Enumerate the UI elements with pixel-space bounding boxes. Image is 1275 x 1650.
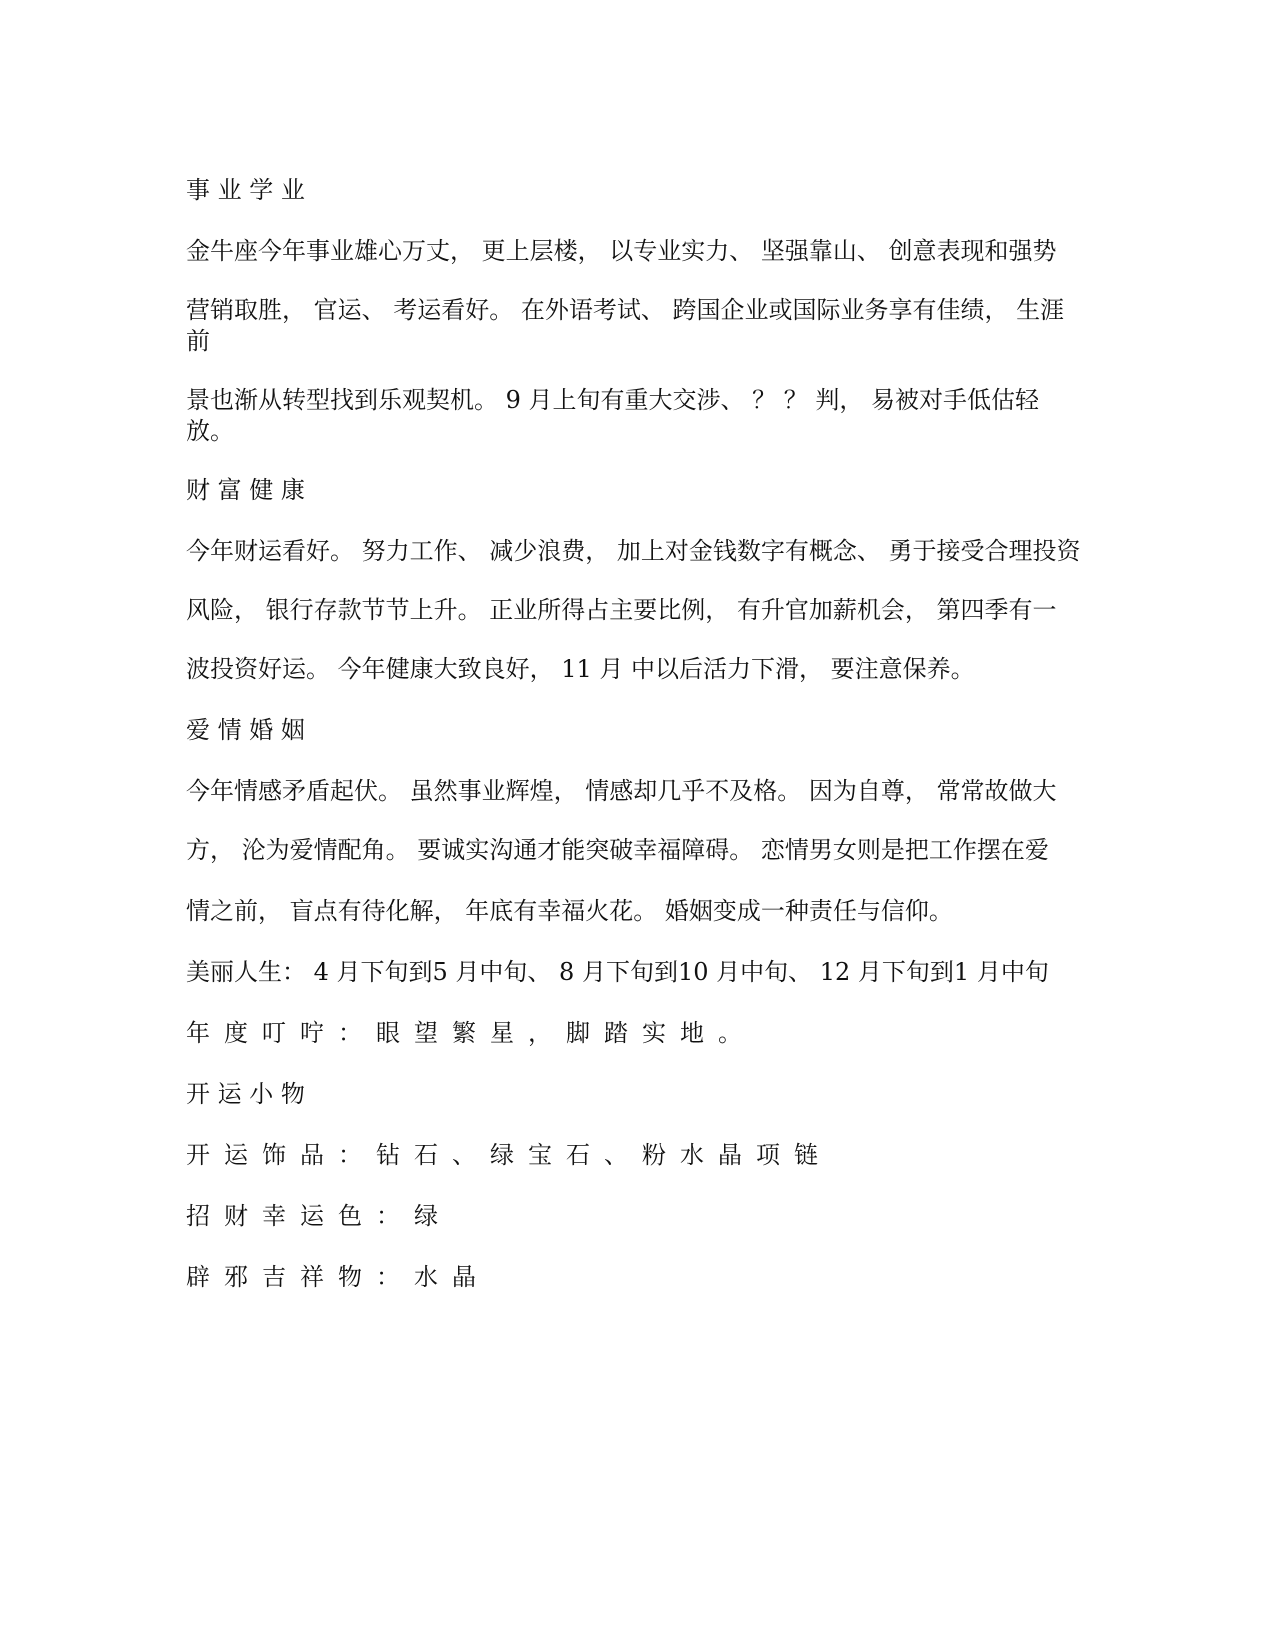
love-paragraph-1: 今年情感矛盾起伏。 虽然事业辉煌， 情感却几乎不及格。 因为自尊， 常常故做大 xyxy=(186,777,1057,805)
career-paragraph-3: 景也渐从转型找到乐观契机。 9 月上旬有重大交涉、 ？ ？ 判， 易被对手低估轻放。 xyxy=(186,386,1040,445)
lucky-color: 招财幸运色：绿 xyxy=(186,1202,452,1230)
horoscope-content xyxy=(186,175,1086,1323)
love-paragraph-3: 情之前， 盲点有待化解， 年底有幸福火花。 婚姻变成一种责任与信仰。 xyxy=(186,897,953,925)
career-paragraph-1: 金牛座今年事业雄心万丈， 更上层楼， 以专业实力、 坚强靠山、 创意表现和强势 xyxy=(186,237,1057,265)
lucky-charm: 辟邪吉祥物：水晶 xyxy=(186,1263,490,1291)
lucky-jewelry: 开运饰品：钻石、绿宝石、粉水晶项链 xyxy=(186,1141,832,1169)
wealth-heading: 财 富 健 康 xyxy=(186,476,305,504)
love-heading: 爱 情 婚 姻 xyxy=(186,716,305,744)
beautiful-life-periods: 美丽人生： 4 月下旬到5 月中旬、 8 月下旬到10 月中旬、 12 月下旬到1 月中旬 xyxy=(186,958,1049,986)
lucky-items-heading: 开 运 小 物 xyxy=(186,1080,305,1108)
wealth-paragraph-3: 波投资好运。 今年健康大致良好， 11 月 中以后活力下滑， 要注意保养。 xyxy=(186,655,975,683)
career-paragraph-2: 营销取胜， 官运、 考运看好。 在外语考试、 跨国企业或国际业务享有佳绩， 生涯前 xyxy=(186,296,1065,355)
love-paragraph-2: 方， 沦为爱情配角。 要诚实沟通才能突破幸福障碍。 恋情男女则是把工作摆在爱 xyxy=(186,836,1049,864)
annual-motto: 年度叮咛：眼望繁星，脚踏实地。 xyxy=(186,1019,756,1047)
wealth-paragraph-2: 风险， 银行存款节节上升。 正业所得占主要比例， 有升官加薪机会， 第四季有一 xyxy=(186,596,1057,624)
wealth-paragraph-1: 今年财运看好。 努力工作、 减少浪费， 加上对金钱数字有概念、 勇于接受合理投资 xyxy=(186,537,1081,565)
career-heading: 事 业 学 业 xyxy=(186,176,305,204)
